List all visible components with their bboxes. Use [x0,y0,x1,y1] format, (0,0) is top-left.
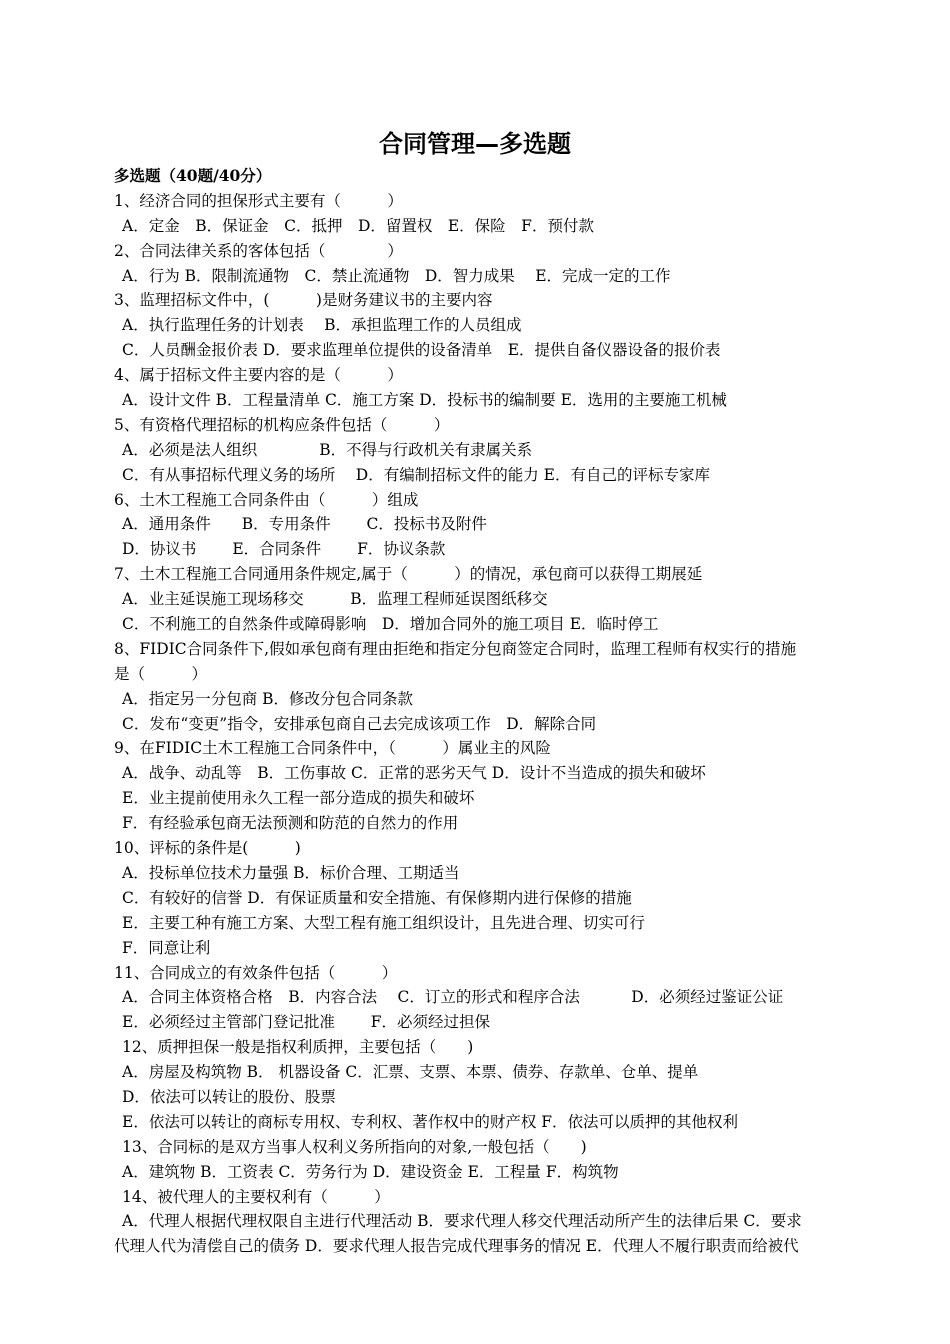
option-line: C．发布“变更”指令，安排承包商自己去完成该项工作 D．解除合同 [122,714,597,733]
question-line: 7、土木工程施工合同通用条件规定,属于（ ）的情况，承包商可以获得工期展延 [114,565,703,584]
option-line: C．人员酬金报价表 D．要求监理单位提供的设备清单 E．提供自备仪器设备的报价表 [122,341,721,360]
option-line: A．代理人根据代理权限自主进行代理活动 B．要求代理人移交代理活动所产生的法律后果 C．要求 [122,1212,802,1231]
option-line: D．依法可以转让的股份、股票 [122,1087,336,1106]
option-line: A．通用条件 B．专用条件 C．投标书及附件 [122,515,487,534]
option-line: E．业主提前使用永久工程一部分造成的损失和破坏 [122,789,475,808]
option-line: E．依法可以转让的商标专用权、专利权、著作权中的财产权 F．依法可以质押的其他权利 [122,1112,738,1131]
question-line: 是（ ） [114,664,208,683]
page-title: 合同管理—多选题 [379,130,571,158]
option-line: A．房屋及构筑物 B． 机器设备 C．汇票、支票、本票、债券、存款单、仓单、提单 [122,1063,699,1082]
option-line: 13、合同标的是双方当事人权利义务所指向的对象,一般包括（ ) [122,1137,587,1156]
option-line: A．合同主体资格合格 B．内容合法 C．订立的形式和程序合法 D．必须经过鉴证公证 [122,988,784,1007]
question-line: 5、有资格代理招标的机构应条件包括（ ） [114,415,450,434]
option-line: E．主要工种有施工方案、大型工程有施工组织设计，且先进合理、切实可行 [122,913,645,932]
question-line: 6、土木工程施工合同条件由（ ）组成 [114,490,419,509]
option-line: A．战争、动乱等 B．工伤事故 C．正常的恶劣天气 D．设计不当造成的损失和破坏 [122,764,706,783]
option-line: F．有经验承包商无法预测和防范的自然力的作用 [122,814,459,833]
option-line: C．不利施工的自然条件或障碍影响 D．增加合同外的施工项目 E．临时停工 [122,615,659,634]
question-list [114,164,862,1259]
option-line: D．协议书 E．合同条件 F．协议条款 [122,540,446,559]
option-line: A．定金 B．保证金 C．抵押 D．留置权 E．保险 F．预付款 [122,216,594,235]
option-line: A．必须是法人组织 B．不得与行政机关有隶属关系 [122,440,533,459]
option-line: E．必须经过主管部门登记批准 F．必须经过担保 [122,1013,490,1032]
option-line: A．指定另一分包商 B．修改分包合同条款 [122,689,414,708]
option-line: A．建筑物 B．工资表 C．劳务行为 D．建设资金 E．工程量 F．构筑物 [122,1162,619,1181]
question-line: 代理人代为清偿自己的债务 D．要求代理人报告完成代理事务的情况 E．代理人不履行职责而给被代 [114,1237,799,1256]
option-line: C．有从事招标代理义务的场所 D．有编制招标文件的能力 E．有自己的评标专家库 [122,465,710,484]
option-line: F．同意让利 [122,938,211,957]
option-line: A．设计文件 B．工程量清单 C．施工方案 D．投标书的编制要 E．选用的主要施工机械 [122,391,727,410]
question-line: 11、合同成立的有效条件包括（ ） [114,963,398,982]
option-line: A．业主延误施工现场移交 B．监理工程师延误图纸移交 [122,590,548,609]
option-line: A．投标单位技术力量强 B．标价合理、工期适当 [122,863,460,882]
question-line: 1、经济合同的担保形式主要有（ ） [114,191,403,210]
option-line: C．有较好的信誉 D．有保证质量和安全措施、有保修期内进行保修的措施 [122,888,632,907]
option-line: 12、质押担保一般是指权利质押，主要包括（ ) [122,1038,474,1057]
option-line: 14、被代理人的主要权利有（ ） [122,1187,390,1206]
question-line: 2、合同法律关系的客体包括（ ） [114,241,403,260]
option-line: A．行为 B．限制流通物 C．禁止流通物 D．智力成果 E．完成一定的工作 [122,266,671,285]
question-line: 4、属于招标文件主要内容的是（ ） [114,366,403,385]
option-line: A．执行监理任务的计划表 B．承担监理工作的人员组成 [122,316,522,335]
section-heading: 多选题（40题/40分） [114,166,272,185]
question-line: 9、在FIDIC土木工程施工合同条件中，（ ）属业主的风险 [114,739,551,758]
question-line: 10、评标的条件是( ) [114,839,301,858]
question-line: 3、监理招标文件中，( )是财务建议书的主要内容 [114,291,493,310]
lines-container [114,189,862,1259]
question-line: 8、FIDIC合同条件下,假如承包商有理由拒绝和指定分包商签定合同时，监理工程师有权实行的措施 [114,639,797,658]
